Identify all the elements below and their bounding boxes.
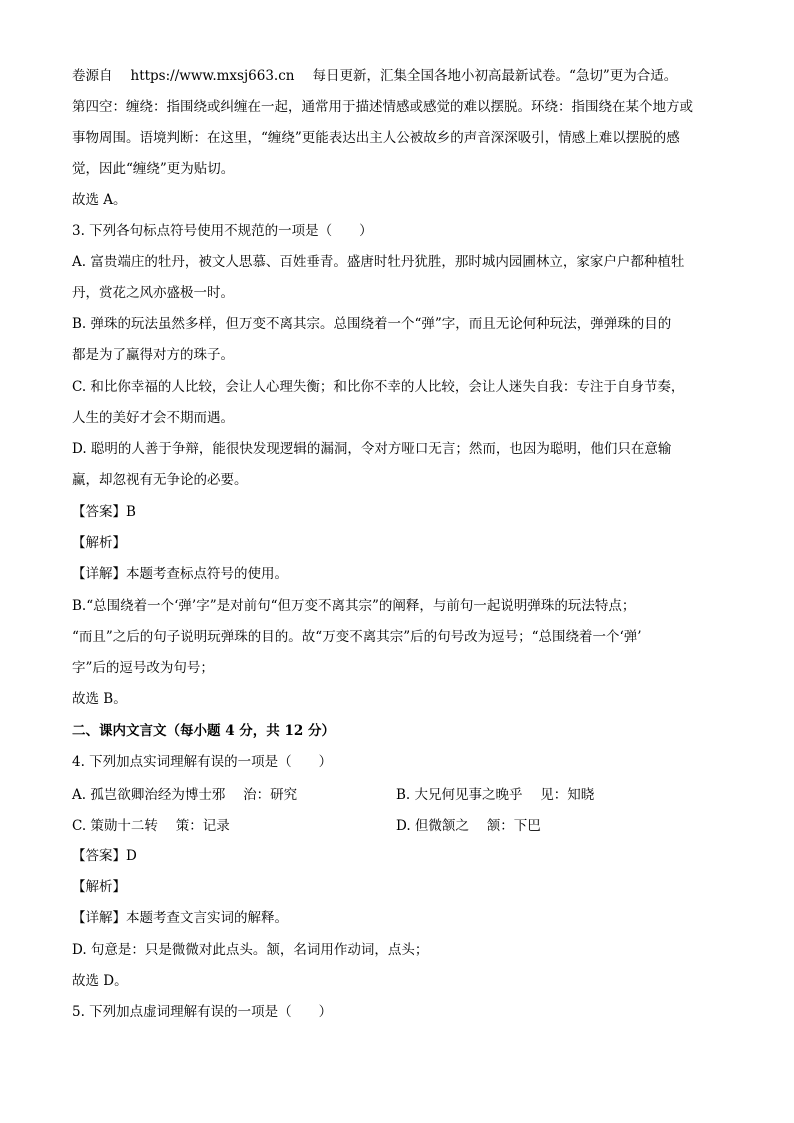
question-5-stem: 5. 下列加点虚词理解有误的一项是（ ） [72,1004,333,1020]
q3-detail-line: 字”后的逗号改为句号； [72,660,214,676]
q3-conclusion: 故选 B。 [72,691,127,707]
source-prefix: 卷源自 [72,68,113,84]
paragraph-line: 第四空：缠绕：指围绕或纠缠在一起，通常用于描述情感或感觉的难以摆脱。环绕：指围绕在某个地方或 [72,99,693,115]
section-2-title: 二、课内文言文（每小题 4 分，共 12 分） [72,723,335,739]
q3-option-c-cont: 人生的美好才会不期而遇。 [72,410,234,426]
q4-option-a: A. 孤岂欲卿治经为博士邪 治：研究 [72,787,298,803]
q3-option-c: C. 和比你幸福的人比较，会让人心理失衡；和比你不幸的人比较，会让人迷失自我：专注于自身节奏， [72,379,685,395]
q3-option-b-cont: 都是为了赢得对方的珠子。 [72,347,234,363]
q4-analysis: 【解析】 [72,879,126,895]
q3-detail-line: 【详解】本题考查标点符号的使用。 [72,566,288,582]
q3-option-a-cont: 丹，赏花之风亦盛极一时。 [72,285,234,301]
q4-detail-line: D. 句意是：只是微微对此点头。颔，名词用作动词，点头； [72,942,429,958]
q4-option-b: B. 大兄何见事之晚乎 见：知晓 [396,787,595,803]
q3-option-a: A. 富贵端庄的牡丹，被文人思慕、百姓垂青。盛唐时牡丹犹胜，那时城内园圃林立，家家户户都种植牡 [72,254,685,270]
source-url[interactable]: https://www.mxsj663.cn [130,68,295,84]
question-3-stem: 3. 下列各句标点符号使用不规范的一项是（ ） [72,223,373,239]
q4-option-c: C. 策勋十二转 策：记录 [72,818,230,834]
q4-detail-line: 【详解】本题考查文言实词的解释。 [72,910,288,926]
q3-option-d: D. 聪明的人善于争辩，能很快发现逻辑的漏洞，令对方哑口无言；然而，也因为聪明，他们只在意输 [72,441,672,457]
q3-answer: 【答案】B [72,504,136,520]
q4-option-d: D. 但微颔之 颔：下巴 [396,818,541,834]
q3-option-d-cont: 赢，却忽视有无争论的必要。 [72,472,248,488]
source-suffix: 每日更新，汇集全国各地小初高最新试卷。“急切”更为合适。 [312,68,678,84]
q3-option-b: B. 弹珠的玩法虽然多样，但万变不离其宗。总围绕着一个“弹”字，而且无论何种玩法，弹弹珠的目的 [72,316,672,332]
paragraph-line: 故选 A。 [72,192,127,208]
q4-answer: 【答案】D [72,848,137,864]
question-4-stem: 4. 下列加点实词理解有误的一项是（ ） [72,754,333,770]
q3-analysis: 【解析】 [72,535,126,551]
q3-detail-line: “而且”之后的句子说明玩弹珠的目的。故“万变不离其宗”后的句号改为逗号；“总围绕着一个‘弹’ [72,629,642,645]
paragraph-line: 觉，因此“缠绕”更为贴切。 [72,161,235,177]
source-line [72,66,722,86]
q4-conclusion: 故选 D。 [72,973,128,989]
q3-detail-line: B.“总围绕着一个‘弹’字”是对前句“但万变不离其宗”的阐释，与前句一起说明弹珠的玩法特点； [72,598,636,614]
paragraph-line: 事物周围。语境判断：在这里，“缠绕”更能表达出主人公被故乡的声音深深吸引，情感上难以摆脱的感 [72,130,680,146]
